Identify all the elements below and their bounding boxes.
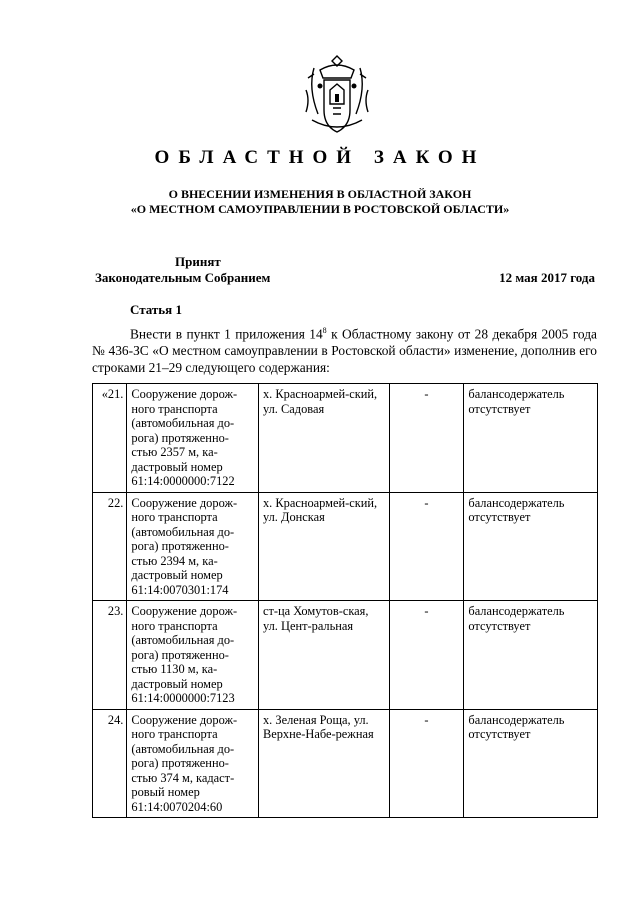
- object-description: Сооружение дорож-ного транспорта (автомобильная до-рога) протяженно-стью 374 м, кадаст-ровый номер 61:14:0070204:60: [127, 709, 259, 818]
- adoption-date: 12 мая 2017 года: [499, 270, 595, 285]
- article-heading: Статья 1: [130, 302, 182, 317]
- balance-holder: балансодержатель отсутствует: [464, 384, 598, 493]
- row-number: 22.: [93, 492, 127, 601]
- row-number: «21.: [93, 384, 127, 493]
- object-address: ст-ца Хомутов-ская, ул. Цент-ральная: [258, 601, 389, 710]
- object-description: Сооружение дорож-ного транспорта (автомобильная до-рога) протяженно-стью 1130 м, ка-дастровый номер 61:14:0000000:7123: [127, 601, 259, 710]
- subtitle-line: О ВНЕСЕНИИ ИЗМЕНЕНИЯ В ОБЛАСТНОЙ ЗАКОН: [168, 187, 472, 201]
- row-number: 23.: [93, 601, 127, 710]
- document-subtitle: [60, 187, 580, 217]
- object-address: х. Зеленая Роща, ул. Верхне-Набе-режная: [258, 709, 389, 818]
- coat-of-arms-icon: [300, 50, 374, 140]
- adopted-by: Законодательным Собранием: [95, 270, 271, 285]
- superscript: 8: [322, 326, 327, 335]
- article-text-part: к Областному закону от 28 декабря 2005 года № 436-ЗС «О местном самоуправлении в Ростовской области» изменение, дополнив его строками 21–29 следующего содержания:: [92, 326, 597, 376]
- adopted-label: Принят: [175, 254, 221, 269]
- object-description: Сооружение дорож-ного транспорта (автомобильная до-рога) протяженно-стью 2394 м, ка-дастровый номер 61:14:0070301:174: [127, 492, 259, 601]
- document-title: ОБЛАСТНОЙ ЗАКОН: [154, 147, 486, 168]
- balance-holder: балансодержатель отсутствует: [464, 492, 598, 601]
- table-row: [93, 601, 598, 710]
- table-row: [93, 492, 598, 601]
- empty-cell: -: [389, 601, 464, 710]
- balance-holder: балансодержатель отсутствует: [464, 709, 598, 818]
- empty-cell: -: [389, 384, 464, 493]
- object-description: Сооружение дорож-ного транспорта (автомобильная до-рога) протяженно-стью 2357 м, ка-дастровый номер 61:14:0000000:7122: [127, 384, 259, 493]
- article-text: [92, 322, 597, 376]
- entries-table: [92, 383, 598, 818]
- balance-holder: балансодержатель отсутствует: [464, 601, 598, 710]
- article-text-part: Внести в пункт 1 приложения 14: [130, 326, 323, 342]
- object-address: х. Красноармей-ский, ул. Донская: [258, 492, 389, 601]
- object-address: х. Красноармей-ский, ул. Садовая: [258, 384, 389, 493]
- subtitle-line: «О МЕСТНОМ САМОУПРАВЛЕНИИ В РОСТОВСКОЙ ОБЛАСТИ»: [130, 202, 510, 216]
- row-number: 24.: [93, 709, 127, 818]
- adoption-block: [95, 254, 270, 286]
- table-row: [93, 384, 598, 493]
- empty-cell: -: [389, 709, 464, 818]
- table-row: [93, 709, 598, 818]
- empty-cell: -: [389, 492, 464, 601]
